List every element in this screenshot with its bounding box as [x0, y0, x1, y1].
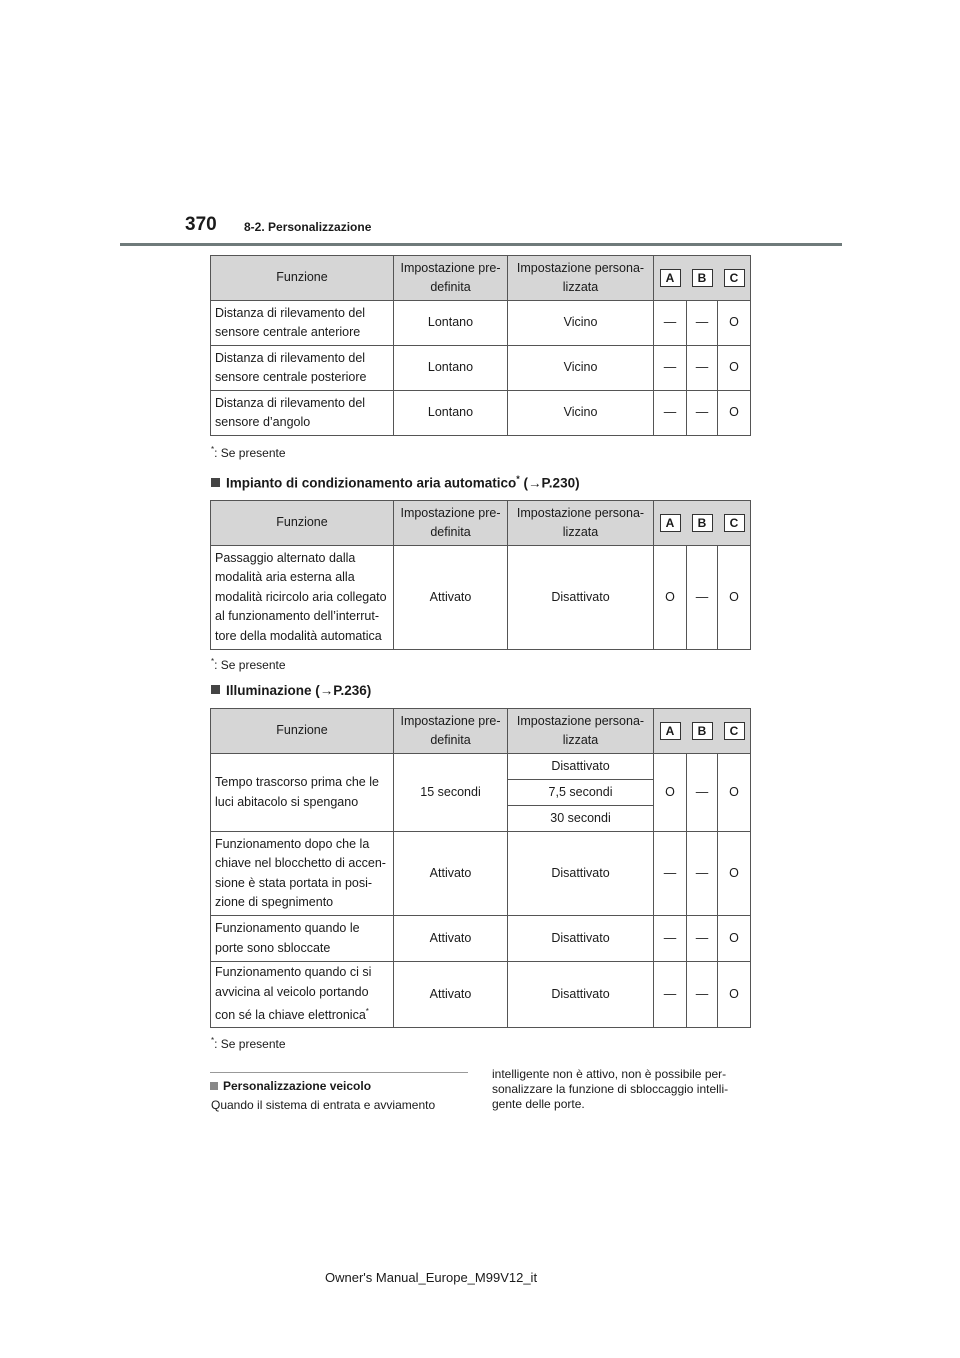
note-divider [210, 1072, 468, 1073]
function-cell: Distanza di rilevamento del sensore d’angolo [211, 391, 394, 436]
footer-document-id: Owner's Manual_Europe_M99V12_it [325, 1270, 538, 1285]
header-personalizzata: Impostazione persona- lizzata [508, 709, 654, 754]
section-title: 8-2. Personalizzazione [244, 220, 372, 234]
header-c-box: C [724, 269, 745, 287]
sensor-distance-table [210, 255, 751, 436]
c-cell: O [718, 916, 751, 962]
b-cell: — [687, 391, 718, 436]
default-cell: Lontano [394, 301, 508, 346]
function-cell: Passaggio alternato dalla modalità aria esterna alla modalità ricircolo aria collegato al funzionamento dell’interrut- tore della modalità automatica [211, 546, 394, 650]
default-cell: Attivato [394, 546, 508, 650]
arrow-icon: → [319, 683, 334, 698]
header-divider [120, 243, 842, 246]
header-abc [654, 501, 751, 546]
header-a-box: A [660, 514, 681, 532]
page-number: 370 [185, 214, 217, 235]
custom-cell: Disattivato [508, 546, 654, 650]
table-row [211, 832, 751, 916]
function-cell: Distanza di rilevamento del sensore centrale anteriore [211, 301, 394, 346]
climate-table [210, 500, 751, 650]
a-cell: — [654, 346, 687, 391]
b-cell: — [687, 754, 718, 832]
custom-cell: Vicino [508, 391, 654, 436]
a-cell: — [654, 391, 687, 436]
b-cell: — [687, 962, 718, 1028]
default-cell: Attivato [394, 962, 508, 1028]
c-cell: O [718, 754, 751, 832]
a-cell: — [654, 962, 687, 1028]
page-reference[interactable]: P.230) [541, 475, 580, 491]
section-heading-climate: Impianto di condizionamento aria automatico* (→P.230) [211, 474, 580, 491]
table-row [211, 546, 751, 650]
c-cell: O [718, 546, 751, 650]
a-cell: — [654, 301, 687, 346]
footnote: *: Se presente [211, 1036, 286, 1051]
b-cell: — [687, 346, 718, 391]
table-row [211, 346, 751, 391]
table-row [211, 754, 751, 780]
square-bullet-icon [211, 478, 220, 487]
header-abc [654, 709, 751, 754]
header-c-box: C [724, 722, 745, 740]
table-row [211, 391, 751, 436]
custom-cell: Disattivato [508, 962, 654, 1028]
function-cell: Distanza di rilevamento del sensore centrale posteriore [211, 346, 394, 391]
arrow-icon: → [528, 475, 542, 491]
square-bullet-icon [211, 685, 220, 694]
header-personalizzata: Impostazione persona- lizzata [508, 501, 654, 546]
a-cell: O [654, 754, 687, 832]
table-row [211, 916, 751, 962]
c-cell: O [718, 962, 751, 1028]
custom-cell: Disattivato [508, 832, 654, 916]
header-funzione: Funzione [211, 501, 394, 546]
c-cell: O [718, 346, 751, 391]
table-header-row [211, 256, 751, 301]
c-cell: O [718, 301, 751, 346]
header-personalizzata: Impostazione persona- lizzata [508, 256, 654, 301]
header-a-box: A [660, 722, 681, 740]
square-bullet-icon [210, 1082, 218, 1090]
page-reference[interactable]: P.236) [333, 683, 372, 698]
b-cell: — [687, 832, 718, 916]
header-predefinita: Impostazione pre- definita [394, 256, 508, 301]
header-c-box: C [724, 514, 745, 532]
b-cell: — [687, 546, 718, 650]
default-cell: Attivato [394, 916, 508, 962]
section-heading-lighting: Illuminazione (→P.236) [211, 683, 371, 698]
custom-cell: 30 secondi [508, 806, 654, 832]
custom-cell: 7,5 secondi [508, 780, 654, 806]
custom-cell: Disattivato [508, 916, 654, 962]
header-abc [654, 256, 751, 301]
default-cell: Attivato [394, 832, 508, 916]
custom-cell: Vicino [508, 301, 654, 346]
default-cell: Lontano [394, 391, 508, 436]
function-cell: Tempo trascorso prima che le luci abitacolo si spengano [211, 754, 394, 832]
function-cell: Funzionamento dopo che la chiave nel blocchetto di accen- sione è stata portata in posi- zione di spegnimento [211, 832, 394, 916]
header-b-box: B [692, 722, 713, 740]
footnote: *: Se presente [211, 657, 286, 672]
header-funzione: Funzione [211, 256, 394, 301]
table-header-row [211, 709, 751, 754]
header-a-box: A [660, 269, 681, 287]
lighting-table [210, 708, 751, 1028]
header-predefinita: Impostazione pre- definita [394, 501, 508, 546]
table-header-row [211, 501, 751, 546]
header-b-box: B [692, 269, 713, 287]
header-funzione: Funzione [211, 709, 394, 754]
header-b-box: B [692, 514, 713, 532]
note-text-right: intelligente non è attivo, non è possibile per- sonalizzare la funzione di sbloccaggio intelli- gente delle porte. [492, 1067, 729, 1111]
table-row [211, 301, 751, 346]
c-cell: O [718, 832, 751, 916]
default-cell: Lontano [394, 346, 508, 391]
note-title: Personalizzazione veicolo [210, 1079, 371, 1093]
custom-cell: Disattivato [508, 754, 654, 780]
c-cell: O [718, 391, 751, 436]
a-cell: — [654, 832, 687, 916]
header-predefinita: Impostazione pre- definita [394, 709, 508, 754]
function-cell: Funzionamento quando ci si avvicina al veicolo portando con sé la chiave elettronica* [211, 962, 394, 1028]
footnote: *: Se presente [211, 445, 286, 460]
table-row [211, 962, 751, 1028]
note-text-left: Quando il sistema di entrata e avviamento [211, 1098, 436, 1112]
custom-cell: Vicino [508, 346, 654, 391]
a-cell: — [654, 916, 687, 962]
function-cell: Funzionamento quando le porte sono sbloccate [211, 916, 394, 962]
b-cell: — [687, 301, 718, 346]
b-cell: — [687, 916, 718, 962]
a-cell: O [654, 546, 687, 650]
default-cell: 15 secondi [394, 754, 508, 832]
